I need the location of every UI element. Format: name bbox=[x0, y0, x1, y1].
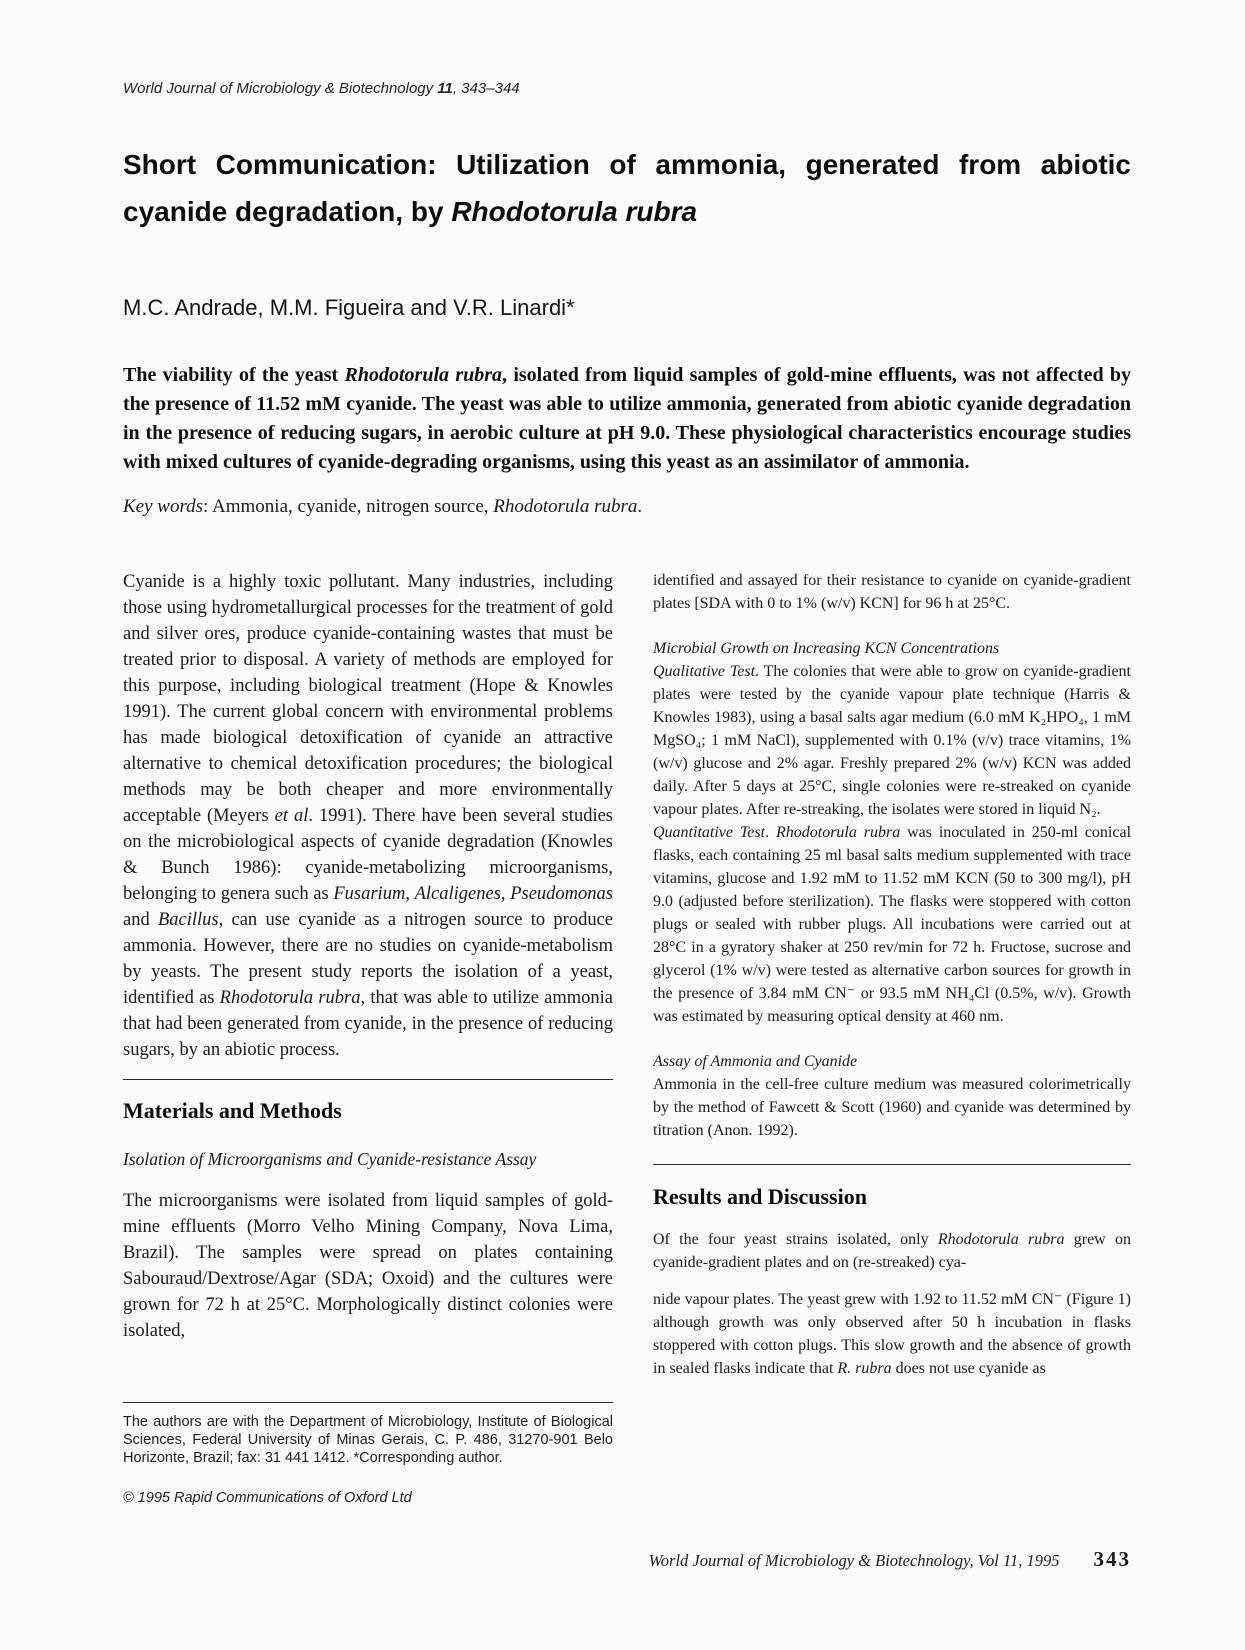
isolation-paragraph-continued: identified and assayed for their resistance to cyanide on cyanide-gradient plates [SDA with 0 to 1% (w/v) KCN] for 96 h at 25°C. bbox=[653, 572, 1131, 612]
author-affiliation-note: The authors are with the Department of Microbiology, Institute of Biological Sciences, Federal University of Minas Gerais, C. P. 486, 31270-901 Belo Horizonte, Brazil; fax: 31 441 1412. *Corresponding author. bbox=[123, 1414, 613, 1466]
results-divider bbox=[653, 1164, 1131, 1165]
results-paragraph-2: nide vapour plates. The yeast grew with 1.92 to 11.52 mM CN⁻ (Figure 1) although growth was only observed after 50 h incubation in flasks stoppered with cotton plugs. This slow growth and the absence of growth in sealed flasks indicate that R. rubra does not use cyanide as bbox=[653, 1291, 1131, 1377]
copyright-line: © 1995 Rapid Communications of Oxford Ltd bbox=[123, 1490, 412, 1506]
results-discussion-heading: Results and Discussion bbox=[653, 1184, 867, 1209]
footer-page-number: 343 bbox=[1093, 1547, 1131, 1571]
paper-title-line2: cyanide degradation, by Rhodotorula rubra bbox=[123, 196, 698, 227]
paper-title bbox=[123, 141, 1131, 235]
microbial-growth-subheading: Microbial Growth on Increasing KCN Concentrations bbox=[653, 640, 1000, 657]
footer-journal-name: World Journal of Microbiology & Biotechnology, Vol 11, 1995 bbox=[648, 1551, 1060, 1570]
journal-header: World Journal of Microbiology & Biotechnology 11, 343–344 bbox=[123, 80, 520, 97]
page-footer bbox=[649, 1547, 1131, 1572]
intro-paragraph: Cyanide is a highly toxic pollutant. Many industries, including those using hydrometallurgical processes for the treatment of gold and silver ores, produce cyanide-containing wastes that must be treated prior to disposal. A variety of methods are employed for this purpose, including biological treatment (Hope & Knowles 1991). The current global concern with environmental problems has made biological detoxification of cyanide an attractive alternative to chemical detoxification procedures; the biological methods may be both cheaper and more environmentally acceptable (Meyers et al. 1991). There have been several studies on the microbiological aspects of cyanide degradation (Knowles & Bunch 1986): cyanide-metabolizing microorganisms, belonging to genera such as Fusarium, Alcaligenes, Pseudomonas and Bacillus, can use cyanide as a nitrogen source to produce ammonia. However, there are no studies on cyanide-metabolism by yeasts. The present study reports the isolation of a yeast, identified as Rhodotorula rubra, that was able to utilize ammonia that had been generated from cyanide, in the presence of reducing sugars, by an abiotic process. bbox=[123, 572, 613, 1060]
qualitative-test-paragraph: Qualitative Test. The colonies that were able to grow on cyanide-gradient plates were tested by the cyanide vapour plate technique (Harris & Knowles 1983), using a basal salts agar medium (6.0 mM K₂HPO₄, 1 mM MgSO₄; 1 mM NaCl), supplemented with 0.1% (v/v) trace vitamins, 1% (w/v) glucose and 2% agar. Freshly prepared 2% (w/v) KCN was added daily. After 5 days at 25°C, single colonies were re-streaked on cyanide vapour plates. After re-streaking, the isolates were stored in liquid N₂. bbox=[653, 663, 1131, 818]
section-divider bbox=[123, 1079, 613, 1080]
authors-line: M.C. Andrade, M.M. Figueira and V.R. Linardi* bbox=[123, 295, 575, 320]
keywords-line: Key words: Ammonia, cyanide, nitrogen source, Rhodotorula rubra. bbox=[123, 496, 643, 517]
page-content bbox=[123, 0, 1131, 1511]
left-column bbox=[123, 569, 613, 1511]
assay-subheading: Assay of Ammonia and Cyanide bbox=[653, 1053, 858, 1070]
footnote-divider bbox=[123, 1402, 613, 1403]
results-paragraph-1: Of the four yeast strains isolated, only Rhodotorula rubra grew on cyanide-gradient plates and on (re-streaked) cya- bbox=[653, 1231, 1131, 1271]
right-column bbox=[653, 569, 1131, 1511]
abstract-paragraph: The viability of the yeast Rhodotorula rubra, isolated from liquid samples of gold-mine effluents, was not affected by the presence of 11.52 mM cyanide. The yeast was able to utilize ammonia, generated from abiotic cyanide degradation in the presence of reducing sugars, in aerobic culture at pH 9.0. These physiological characteristics encourage studies with mixed cultures of cyanide-degrading organisms, using this yeast as an assimilator of ammonia. bbox=[123, 364, 1132, 473]
footnote-block bbox=[123, 1402, 613, 1511]
two-column-body bbox=[123, 569, 1131, 1511]
assay-paragraph: Ammonia in the cell-free culture medium was measured colorimetrically by the method of Fawcett & Scott (1960) and cyanide was determined by titration (Anon. 1992). bbox=[653, 1076, 1131, 1139]
isolation-subheading: Isolation of Microorganisms and Cyanide-resistance Assay bbox=[123, 1149, 537, 1169]
quantitative-test-paragraph: Quantitative Test. Rhodotorula rubra was inoculated in 250-ml conical flasks, each containing 25 ml basal salts medium supplemented with trace vitamins, glucose and 1.92 mM to 11.52 mM KCN (50 to 300 mg/l), pH 9.0 (adjusted before sterilization). The flasks were stoppered with cotton plugs or sealed with rubber plugs. All incubations were carried out at 28°C in a gyratory shaker at 250 rev/min for 72 h. Fructose, sucrose and glycerol (1% w/v) were tested as alternative carbon sources for growth in the presence of 3.84 mM CN⁻ or 93.5 mM NH₄Cl (0.5%, w/v). Growth was estimated by measuring optical density at 460 nm. bbox=[653, 824, 1131, 1025]
isolation-paragraph-left: The microorganisms were isolated from liquid samples of gold-mine effluents (Morro Velho Mining Company, Nova Lima, Brazil). The samples were spread on plates containing Sabouraud/Dextrose/Agar (SDA; Oxoid) and the cultures were grown for 72 h at 25°C. Morphologically distinct colonies were isolated, bbox=[123, 1191, 613, 1341]
paper-title-line1: Short Communication: Utilization of ammonia, generated from abiotic bbox=[123, 149, 1131, 180]
materials-methods-heading: Materials and Methods bbox=[123, 1098, 342, 1123]
